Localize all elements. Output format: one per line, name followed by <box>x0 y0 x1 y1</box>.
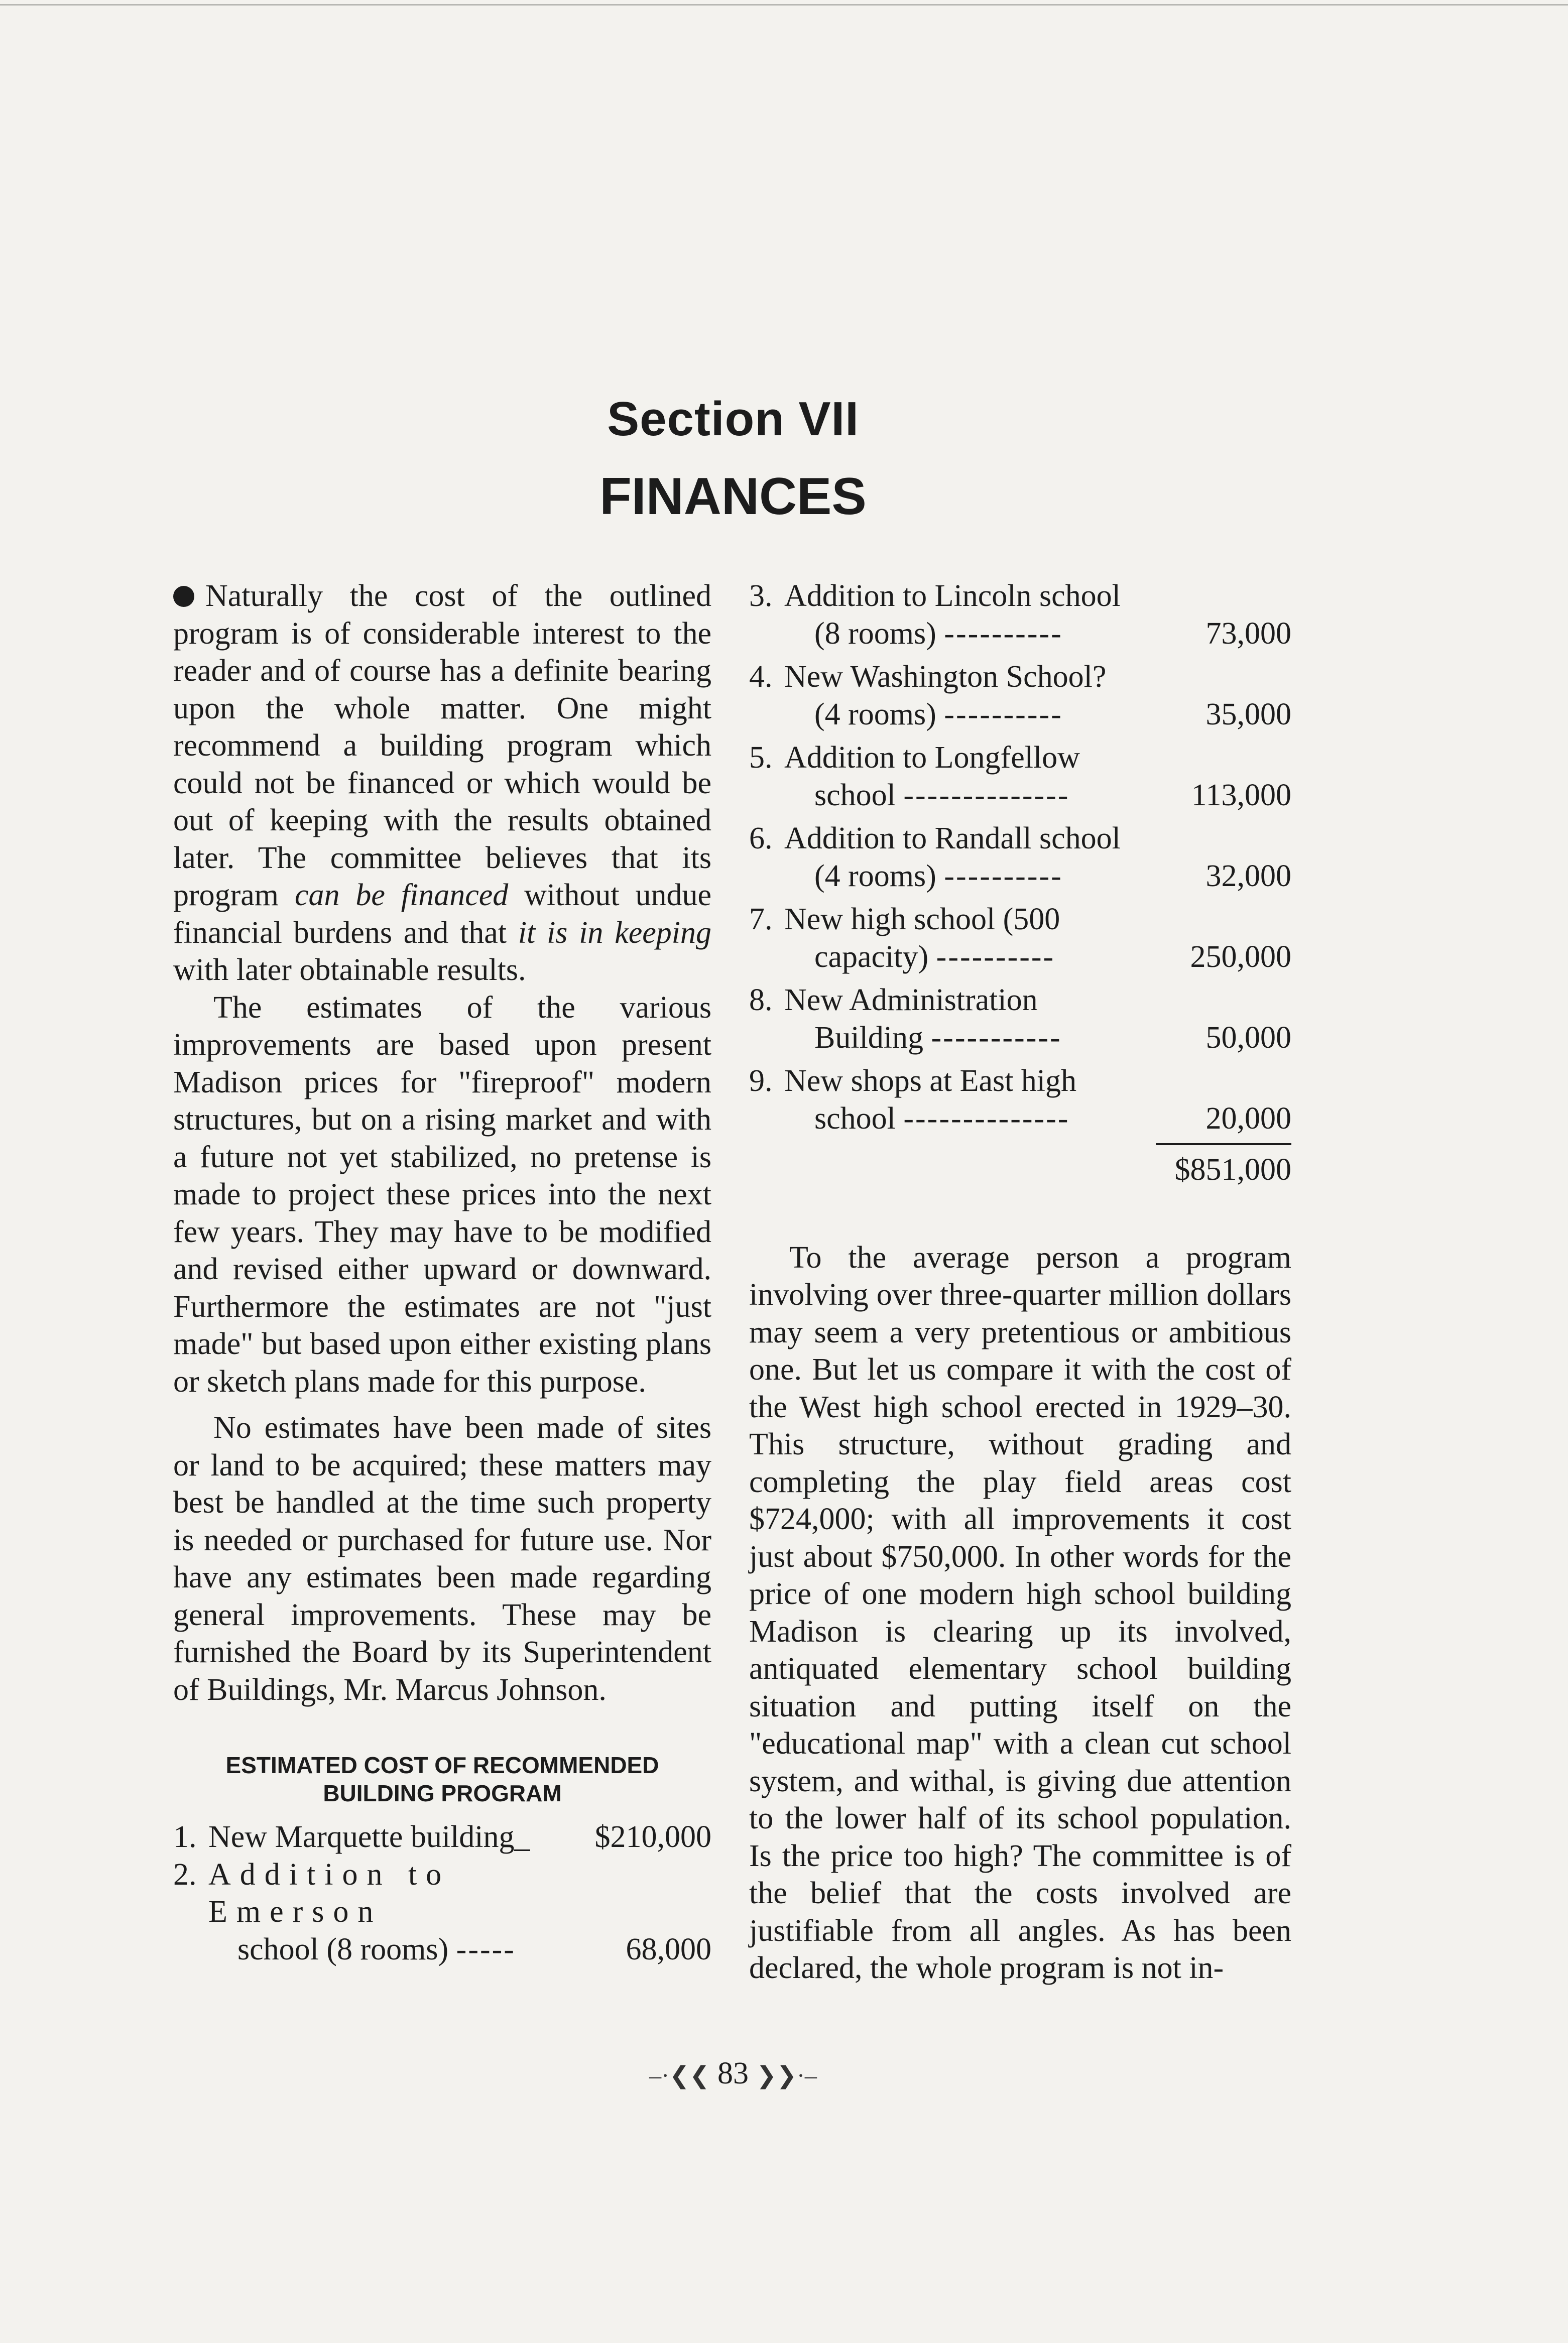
right-column <box>749 577 1291 1987</box>
page-footer <box>0 2056 1466 2091</box>
estimates-paragraph: The estimates of the various improvements are based upon present Madison prices for "fireproof" modern structures, but on a rising market and with a future not yet stabilized, no pretense is made to project these prices into the next few years. They may have to be modified and revised either upward or downward. Furthermore the estimates are not "just made" but based upon either existing plans or sketch plans made for this purpose. <box>173 990 711 1399</box>
cost-item: 9. New shops at East high school -------------- 20,000 <box>749 1064 1291 1136</box>
total-amount: $851,000 <box>1174 1153 1291 1187</box>
total-rule <box>1156 1143 1291 1145</box>
intro-paragraph: Naturally the cost of the outlined program is of considerable interest to the reader and of course has a definite bearing upon the whole matter. One might recommend a building program which could not be financed or which would be out of keeping with the results obtained later. The committee believes that its program can be financed without undue financial burdens and that it is in keeping with later obtainable results. <box>173 579 712 987</box>
cost-list-left <box>173 1818 711 1968</box>
cost-list-right <box>749 577 1291 1189</box>
cost-item: 1. New Marquette building_ $210,000 <box>173 1820 711 1854</box>
section-title: Section VII <box>607 392 859 446</box>
cost-item: 4. New Washington School? (4 rooms) ---------- 35,000 <box>749 660 1291 731</box>
chapter-title: FINANCES <box>599 467 867 526</box>
cost-item-cont: school (8 rooms) ----- 68,000 <box>237 1932 711 1966</box>
cost-item: 7. New high school (500 capacity) ---------- 250,000 <box>749 902 1291 974</box>
cost-item: 3. Addition to Lincoln school (8 rooms) ---------- 73,000 <box>749 579 1291 651</box>
ornament-right-icon: ❯❯·– <box>756 2062 817 2089</box>
cost-item: 2. Addition to Emerson <box>173 1857 451 1929</box>
page-headings <box>0 392 1466 527</box>
cost-item: 8. New Administration Building ----------- 50,000 <box>749 983 1291 1055</box>
page-number: 83 <box>717 2056 749 2090</box>
bullet-icon <box>173 586 194 607</box>
cost-item: 6. Addition to Randall school (4 rooms) ---------- 32,000 <box>749 821 1291 893</box>
sites-paragraph: No estimates have been made of sites or land to be acquired; these matters may best be handled at the time such property is needed or purchased for future use. Nor have any estimates been made regarding general improvements. These may be furnished the Board by its Superintendent of Buildings, Mr. Marcus Johnson. <box>173 1411 711 1707</box>
comparison-paragraph: To the average person a program involving over three-quarter million dollars may seem a very pretentious or ambitious one. But let us compare it with the cost of the West high school erected in 1929–30. This structure, without grading and completing the play field areas cost $724,000; with all improvements it cost just about $750,000. In other words for the price of one modern high school building Madison is clearing up its involved, antiquated elementary school building situation and putting itself on the "educational map" with a clean cut school system, and withal, is giving due attention to the lower half of its school population. Is the price too high? The committee is of the belief that the costs involved are justifiable from all angles. As has been declared, the whole program is not in- <box>749 1240 1291 1985</box>
left-column <box>173 577 711 1968</box>
ornament-left-icon: –·❮❮ <box>649 2062 710 2089</box>
cost-table-heading: ESTIMATED COST OF RECOMMENDED BUILDING PROGRAM <box>225 1752 659 1806</box>
page-top-rule <box>0 4 1568 6</box>
cost-item: 5. Addition to Longfellow school -------------- 113,000 <box>749 741 1291 812</box>
